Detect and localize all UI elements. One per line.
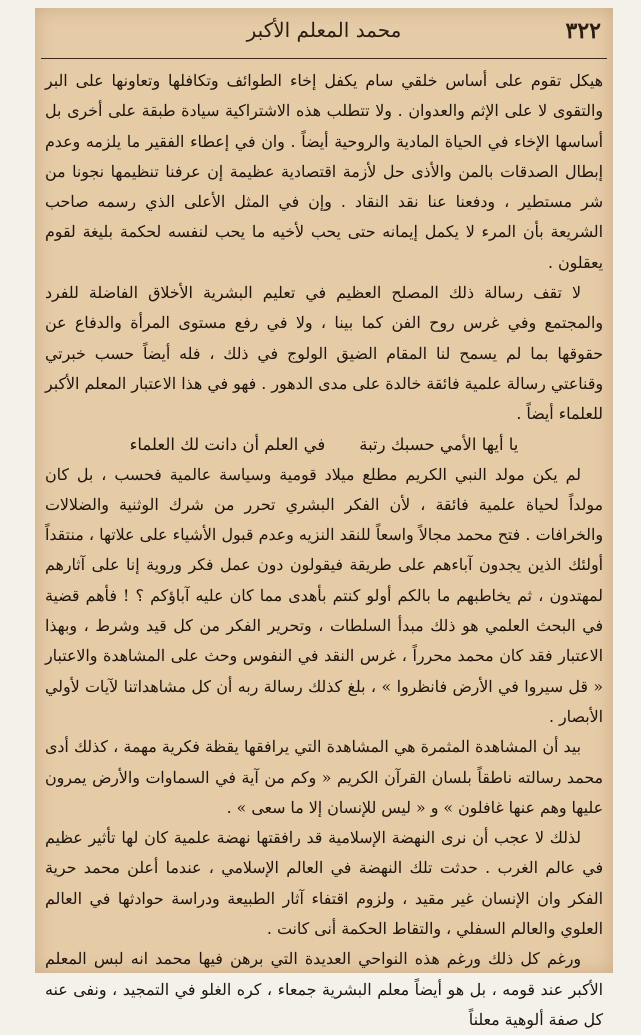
book-page xyxy=(35,8,613,1029)
verse-first-hemistich: يا أيها الأمي حسبك رتبة xyxy=(359,434,519,454)
paragraph-3: لم يكن مولد النبي الكريم مطلع ميلاد قومية وسياسة عالمية فحسب ، بل كان مولداً لحياة علمية فائقة ، لأن الفكر البشري تحرر من شرك الوثنية والضلالات والخرافات . فتح محمد مجالاً واسعاً للنقد النزيه وعدم قبول الأشياء على علاتها ، منتقداً أولئك الذين يجدون آباءهم على طريقة فيقولون دون عمل فكر وروية إنا على آثارهم لمهتدون ، ثم يخاطبهم ما بالكم أولو كنتم بأهدى مما كان عليه آباؤكم ؟ ! فأهم قضية في البحث العلمي هو ذلك مبدأ السلطات ، وتحرير الفكر من كل قيد وشرط ، وبهذا الاعتبار فقد كان محمد محرراً ، غرس النقد في النفوس وحث على المشاهدة والاعتبار « قل سيروا في الأرض فانظروا » ، بلغ كذلك رسالة ربه أن كل مشاهداتنا لآيات لأولي الأبصار . xyxy=(45,464,603,726)
header-rule xyxy=(41,58,607,59)
running-head: محمد المعلم الأكبر xyxy=(246,18,402,42)
page-header xyxy=(35,14,613,52)
paragraph-6: ورغم كل ذلك ورغم هذه النواحي العديدة التي برهن فيها محمد انه لبس المعلم الأكبر عند قومه ، بل هو أيضاً معلم البشرية جمعاء ، كره الغلو في التمجيد ، ونفى عنه كل صفة ألوهية معلناً xyxy=(45,949,603,1029)
paragraph-1: هيكل تقوم على أساس خلقي سام يكفل إخاء الطوائف وتكافلها وتعاونها على البر والتقوى لا على الإثم والعدوان . ولا تتطلب هذه الاشتراكية سيادة طبقة على أخرى بل أساسها الإخاء في الحياة المادية والروحية أيضاً . وان في إعطاء الفقير ما يلزمه وعدم إبطال الصدقات بالمن والأذى حل لأزمة اقتصادية عظيمة إن عرفنا تنظيمها نجونا من شر مستطير ، ودفعنا عنا نقد النقاد . وإن في المثل الأعلى الذي رسمه صاحب الشريعة بأن المرء لا يكمل إيمانه حتى يحب لأخيه ما يحب لنفسه لحكمة بليغة لقوم يعقلون . xyxy=(45,71,603,272)
verse-second-hemistich: في العلم أن دانت لك العلماء xyxy=(129,434,326,454)
paragraph-4: بيد أن المشاهدة المثمرة هي المشاهدة التي يرافقها يقظة فكرية مهمة ، كذلك أدى محمد رسالته ناطقاً بلسان القرآن الكريم « وكم من آية في السماوات والأرض يمرون عليها وهم عنها غافلون » و « ليس للإنسان إلا ما سعى » . xyxy=(45,737,603,817)
verse xyxy=(45,430,603,460)
paragraph-2: لا تقف رسالة ذلك المصلح العظيم في تعليم البشرية الأخلاق الفاضلة للفرد والمجتمع وفي غرس روح الفن كما بينا ، ولا في رفع مستوى المرأة والدفاع عن حقوقها بما لم يسمح لنا المقام الضيق الولوج في ذلك ، فله أيضاً حسب خبرتي وقناعتي رسالة علمية فائقة خالدة على مدى الدهور . فهو في هذا الاعتبار المعلم الأكبر للعلماء أيضاً . xyxy=(45,283,603,424)
page-number: ٣٢٢ xyxy=(565,18,601,44)
page-body xyxy=(45,66,603,1029)
paragraph-5: لذلك لا عجب أن نرى النهضة الإسلامية قد رافقتها نهضة علمية كان لها تأثير عظيم في عالم الغرب . حدثت تلك النهضة في العالم الإسلامي ، عندما أعلن محمد حرية الفكر وان الإنسان غير مقيد ، ولزوم اقتفاء آثار الطبيعة ودراسة حوادثها في العالم العلوي والعالم السفلي ، والتقاط الحكمة أنى كانت . xyxy=(45,828,603,939)
